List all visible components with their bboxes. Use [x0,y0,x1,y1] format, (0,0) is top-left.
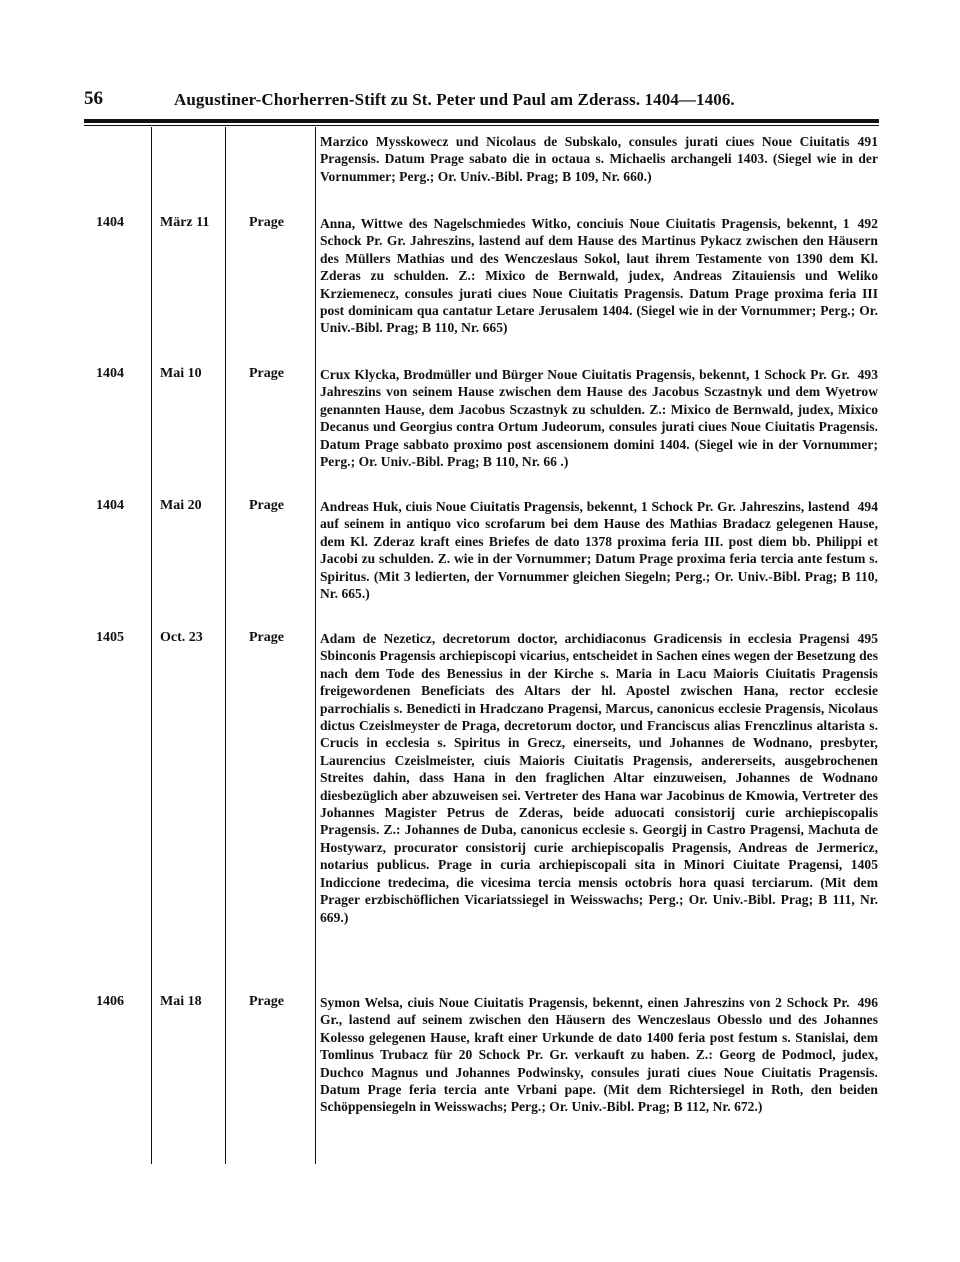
entry-year: 1404 [96,498,124,513]
entry-text-block [320,133,878,185]
entry-text: Crux Klycka, Brodmüller und Bürger Noue Ciuitatis Pragensis, bekennt, 1 Schock Pr. Gr. Jahreszins von seinem Hause zwischen dem Hause des Jacobus Sczastnyk und dem Wyetrow genannten Hause, dem Jacobus Sczastnyk zu schulden. Z.: Mixico de Bernwald, judex, Mixico Decanus und Georgius contra Ortum Judeorum, consules jurati ciues Noue Ciuitatis Pragensis. Datum Prage sabbato proximo post ascensionem domini 1404. (Siegel wie in der Vornummer; Perg.; Or. Univ.-Bibl. Prag; B 110, Nr. 66 .) [320,367,878,470]
entry-year: 1404 [96,215,124,230]
column-divider-date [225,127,226,1164]
entry-text-block [320,994,878,1116]
entry-text: Anna, Wittwe des Nagelschmiedes Witko, conciuis Noue Ciuitatis Pragensis, bekennt, 1 Schock Pr. Gr. Jahreszins, lastend auf dem Hause des Martinus Pykacz zwischen den Häusern des Müllers Mathias und des Wenczeslaus Sokol, laut ihrem Testamente von 1390 dem Kl. Zderas zu schulden. Z.: Mixico de Bernwald, judex, Andreas Zitauiensis und Weliko Krziemenecz, consules jurati ciues Noue Ciuitatis Pragensis. Datum Prage proxima feria III post dominicam qua cantatur Letare Jerusalem 1404. (Siegel wie in der Vornummer; Perg.; Or. Univ.-Bibl. Prag; B 110, Nr. 665) [320,216,878,336]
running-head: Augustiner-Chorherren-Stift zu St. Peter und Paul am Zderass. 1404—1406. [174,90,735,109]
entry-text-block [320,498,878,602]
entry-number: 494 [857,499,878,514]
column-divider-year [151,127,152,1164]
entry-date: Mai 20 [160,498,202,513]
entry-date: März 11 [160,215,210,230]
header-rule-thin [84,125,879,126]
page-number: 56 [84,88,103,109]
entry-text-block [320,630,878,926]
entry-date: Mai 18 [160,994,202,1009]
entry-date: Oct. 23 [160,630,203,645]
header-rule-thick [84,119,879,123]
entry-place: Prage [249,630,284,645]
entry-place: Prage [249,994,284,1009]
entry-text-block [320,366,878,470]
entry-date: Mai 10 [160,366,202,381]
entry-text: Andreas Huk, ciuis Noue Ciuitatis Pragensis, bekennt, 1 Schock Pr. Gr. Jahreszins, lastend auf seinem in antiquo vico scrofarum bei dem Hause des Mathias Bradacz gelegenen Hause, dem Kl. Zderaz kraft eines Briefes de dato 1378 proxima feria III. post diem bb. Philippi et Jacobi zu schulden. Z. wie in der Vornummer; Datum Prage proxima feria tercia ante festum s. Spiritus. (Mit 3 ledierten, der Vornummer gleichen Siegeln; Perg.; Or. Univ.-Bibl. Prag; B 110, Nr. 665.) [320,499,878,602]
entry-number: 495 [857,631,878,646]
entry-place: Prage [249,366,284,381]
page-header [84,88,884,116]
entry-text-block [320,215,878,337]
entry-text: Symon Welsa, ciuis Noue Ciuitatis Pragensis, bekennt, einen Jahreszins von 2 Schock Pr. Gr., lastend auf seinem zwischen den Häusern des Wenczeslaus Obesslo und des Johannes Kolesso gelegenen Hause, kraft einer Urkunde de dato 1400 feria post festum s. Stanislai, dem Tomlinus Trubacz für 20 Schock Pr. Gr. verkauft zu haben. Z.: Georg de Podmocl, judex, Duchco Magnus und Johannes Podwinsky, consules jurati ciues Noue Ciuitatis Pragensis. Datum Prage feria tercia ante Vrbani pape. (Mit dem Richtersiegel in Roth, den beiden Schöppensiegeln in Weisswachs; Perg.; Or. Univ.-Bibl. Prag; B 112, Nr. 672.) [320,995,878,1115]
entry-year: 1406 [96,994,124,1009]
entry-number: 496 [857,995,878,1010]
entry-number: 492 [857,216,878,231]
entry-place: Prage [249,498,284,513]
entry-text: Adam de Nezeticz, decretorum doctor, archidiaconus Gradicensis in ecclesia Pragensi Sbinconis Pragensis archiepiscopi vicarius, entscheidet in Sachen eines wegen der Besetzung des nach dem Tode des Benessius in der Kirche s. Maria in Lacu Maioris Ciuitatis Pragensis freigewordenen Beneficiats des Altars der hl. Apostel zwischen Hana, rector ecclesie parrochialis s. Benedicti in Hradczano Pragensi, Marcus, canonicus ecclesie Pragensis, Nicolaus dictus Czeislmeyster de Praga, decretorum doctor, und Franciscus alias Frenczlinus altarista s. Crucis in ecclesia s. Spiritus in Grecz, einerseits, und Johannes de Wodnano, presbyter, Laurencius Czeislmeister, ciuis Maioris Ciuitatis Pragensis, andererseits, ausgebrochenen Streites dahin, dass Hana in den fraglichen Altar einzuweisen, Johannes de Wodnano diesbezüglich aber abzuweisen sei. Vertreter des Hana war Jacobinus de Kmowia, Vertreter des Johannes Magister Petrus de Zderas, beide aduocati consistorij curie archiepiscopalis Pragensis. Z.: Johannes de Duba, canonicus ecclesie s. Georgij in Castro Pragensi, Machuta de Hostywarz, procurator consistorij curie archiepiscopalis Pragensis, Andreas de Jermericz, notarius publicus. Prage in curia archiepiscopali sita in Minori Ciuitate Pragensi, 1405 Indiccione tredecima, die vicesima tercia mensis octobris hora quasi terciarum. (Mit dem Prager erzbischöflichen Vicariatssiegel in Weisswachs; Perg.; Or. Univ.-Bibl. Prag; B 111, Nr. 669.) [320,631,878,925]
entry-text: Marzico Mysskowecz und Nicolaus de Subskalo, consules jurati ciues Noue Ciuitatis Pragensis. Datum Prage sabato die in octaua s. Michaelis archangeli 1403. (Siegel wie in der Vornummer; Perg.; Or. Univ.-Bibl. Prag; B 109, Nr. 660.) [320,134,878,184]
column-divider-place [315,127,316,1164]
entry-number: 491 [857,134,878,149]
entry-year: 1405 [96,630,124,645]
entry-year: 1404 [96,366,124,381]
entry-place: Prage [249,215,284,230]
entry-number: 493 [857,367,878,382]
